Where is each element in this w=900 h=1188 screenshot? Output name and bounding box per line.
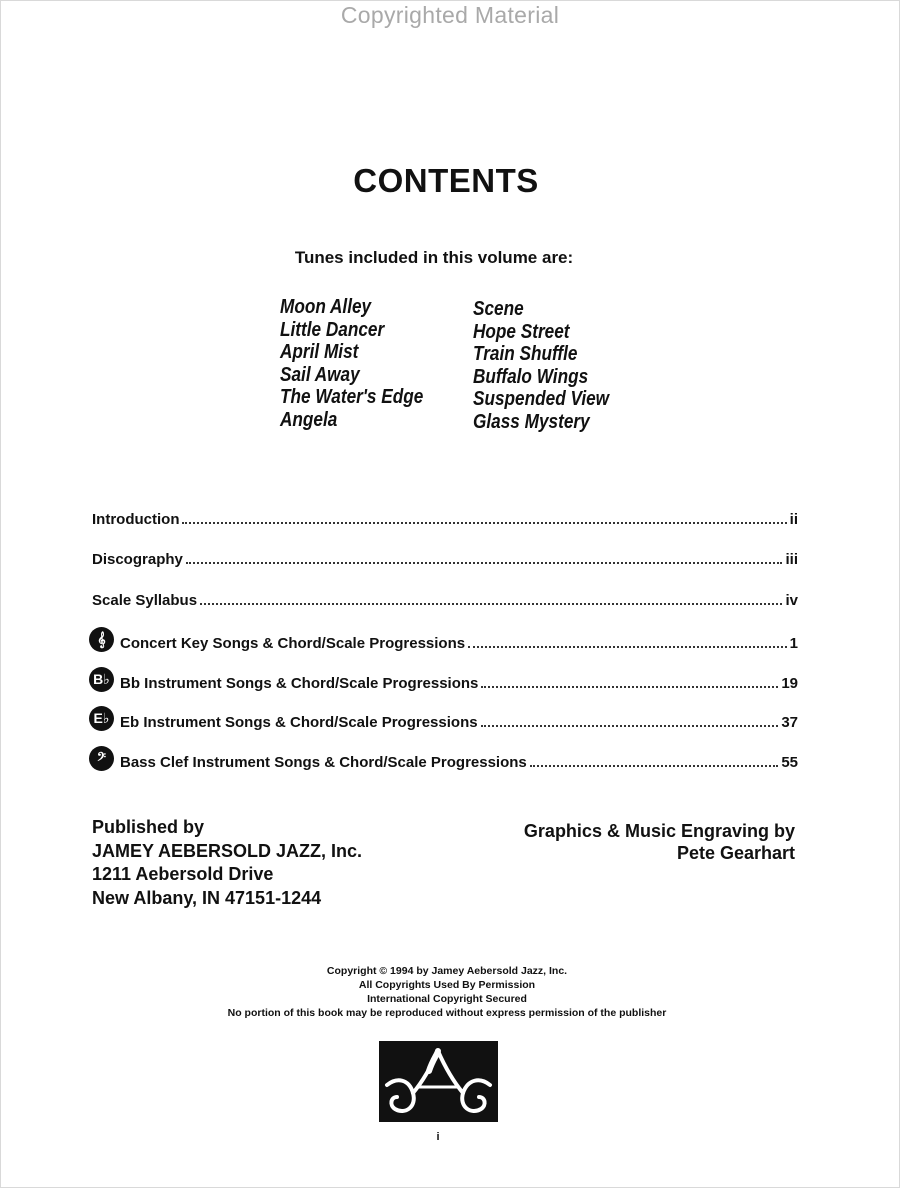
tune-item: Sail Away <box>280 363 360 386</box>
dot-leader <box>481 685 778 688</box>
bass-clef-icon: 𝄢 <box>89 746 114 771</box>
e-flat-icon: E♭ <box>89 706 114 731</box>
aebersold-logo-icon <box>379 1041 498 1122</box>
toc-entry-label: Introduction <box>92 511 180 528</box>
toc-entry-label: Bass Clef Instrument Songs & Chord/Scale Progressions <box>120 754 527 771</box>
copyright-notice <box>0 964 894 1020</box>
toc-entry-page: 55 <box>781 754 798 771</box>
copyright-watermark: Copyrighted Material <box>340 2 560 28</box>
toc-entry-discography[interactable] <box>92 542 798 568</box>
tune-item: Train Shuffle <box>473 343 578 366</box>
logo-graphic <box>379 1041 498 1122</box>
tune-item: Scene <box>473 298 524 320</box>
toc-entry-page: 19 <box>781 675 798 692</box>
tune-item: Buffalo Wings <box>473 365 589 388</box>
tune-list-right <box>473 298 631 434</box>
toc-entry-page: iii <box>785 551 798 568</box>
toc-entry-page: 1 <box>789 635 798 652</box>
publisher-line: Published by <box>92 817 205 837</box>
page-title: CONTENTS <box>353 162 539 199</box>
tunes-subtitle: Tunes included in this volume are: <box>294 248 574 267</box>
publisher-info <box>92 816 362 910</box>
dot-leader <box>468 645 787 648</box>
copyright-line: Copyright © 1994 by Jamey Aebersold Jazz, Inc. <box>326 965 568 977</box>
tune-item: Suspended View <box>473 388 610 411</box>
graphics-credit <box>524 820 795 864</box>
toc-entry-page: ii <box>789 511 798 528</box>
tune-item: Little Dancer <box>280 318 385 341</box>
tune-list-left <box>280 296 447 432</box>
tune-item: Hope Street <box>473 320 570 343</box>
toc-entry-label: Eb Instrument Songs & Chord/Scale Progressions <box>120 714 478 731</box>
publisher-name: JAMEY AEBERSOLD JAZZ, Inc. <box>92 840 363 861</box>
toc-entry-concert-key[interactable] <box>92 626 798 652</box>
toc-entry-eb-instrument[interactable] <box>92 705 798 731</box>
dot-leader <box>182 521 786 524</box>
tune-item: Moon Alley <box>280 296 372 318</box>
toc-entry-label: Discography <box>92 551 183 568</box>
toc-entry-introduction[interactable] <box>92 502 798 528</box>
treble-clef-icon: 𝄞 <box>89 627 114 652</box>
toc-entry-label: Bb Instrument Songs & Chord/Scale Progressions <box>120 675 479 692</box>
toc-entry-bass-clef[interactable] <box>92 745 798 771</box>
toc-entry-page: 37 <box>781 714 798 731</box>
toc-entry-label: Scale Syllabus <box>92 592 198 609</box>
toc-entry-bb-instrument[interactable] <box>92 666 798 692</box>
tune-item: Angela <box>280 408 338 431</box>
dot-leader <box>530 764 779 767</box>
tune-item: April Mist <box>280 341 359 364</box>
toc-entry-scale-syllabus[interactable] <box>92 583 798 609</box>
tune-item: The Water's Edge <box>280 386 424 409</box>
publisher-address: 1211 Aebersold Drive <box>92 864 274 884</box>
b-flat-icon: B♭ <box>89 667 114 692</box>
tune-item: Glass Mystery <box>473 410 590 433</box>
publisher-city: New Albany, IN 47151-1244 <box>92 887 322 908</box>
copyright-line: International Copyright Secured <box>367 993 527 1005</box>
dot-leader <box>481 724 779 727</box>
page-number: i <box>436 1131 440 1143</box>
toc-entry-label: Concert Key Songs & Chord/Scale Progressions <box>120 635 466 652</box>
graphics-credit-line: Graphics & Music Engraving by <box>523 821 795 841</box>
graphics-credit-name: Pete Gearhart <box>676 843 795 863</box>
toc-entry-page: iv <box>785 592 798 609</box>
dot-leader <box>200 602 782 605</box>
copyright-line: No portion of this book may be reproduced without express permission of the publisher <box>227 1007 667 1019</box>
copyright-line: All Copyrights Used By Permission <box>358 979 536 991</box>
dot-leader <box>186 561 783 564</box>
